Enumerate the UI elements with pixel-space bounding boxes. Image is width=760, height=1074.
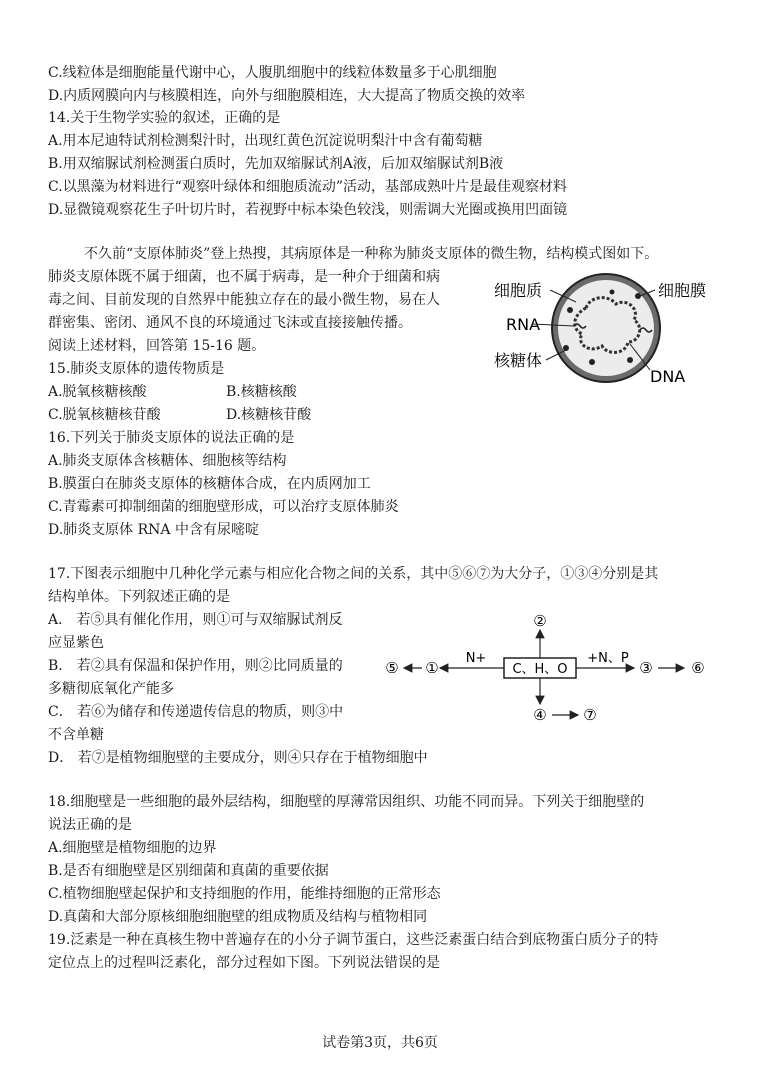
label-n-plus: N+	[465, 651, 487, 666]
q14-option-a: A.用本尼迪特试剂检测梨汁时，出现红黄色沉淀说明梨汁中含有葡萄糖	[48, 133, 483, 149]
q17-stem-line-1: 17.下图表示细胞中几种化学元素与相应化合物之间的关系，其中⑤⑥⑦为大分子，①③④分别是其	[48, 566, 659, 582]
passage-line-4: 群密集、密闭、通风不良的环境通过飞沫或直接接触传播。	[48, 315, 412, 331]
q17-stem-line-2: 结构单体。下列叙述正确的是	[48, 589, 230, 605]
element-compound-diagram	[380, 604, 720, 730]
q14-option-b: B.用双缩脲试剂检测蛋白质时，先加双缩脲试剂A液，后加双缩脲试剂B液	[48, 156, 504, 172]
q15-option-d: D.核糖核苷酸	[226, 407, 312, 423]
q16-option-b: B.膜蛋白在肺炎支原体的核糖体合成，在内质网加工	[48, 476, 371, 492]
node-7: ⑦	[583, 706, 597, 724]
q17-option-b-line-2: 多糖彻底氧化产能多	[48, 681, 174, 697]
label-dna: DNA	[650, 367, 686, 386]
ribosome-dot	[610, 290, 615, 295]
label-membrane: 细胞膜	[658, 281, 707, 300]
q18-stem-line-2: 说法正确的是	[48, 817, 132, 833]
q18-option-c: C.植物细胞壁起保护和支持细胞的作用，能维持细胞的正常形态	[48, 886, 441, 902]
q15-option-c: C.脱氧核糖核苷酸	[48, 407, 161, 423]
ribosome-dot	[589, 359, 595, 365]
passage-line-2: 肺炎支原体既不属于细菌，也不属于病毒，是一种介于细菌和病	[48, 269, 440, 285]
q16-option-d: D.肺炎支原体 RNA 中含有尿嘧啶	[48, 522, 259, 538]
label-ribosome: 核糖体	[494, 351, 543, 370]
q16-option-c: C.青霉素可抑制细菌的细胞壁形成，可以治疗支原体肺炎	[48, 499, 399, 515]
q18-option-b: B.是否有细胞壁是区别细菌和真菌的重要依据	[48, 863, 329, 879]
node-4: ④	[533, 706, 547, 724]
q18-option-d: D.真菌和大部分原核细胞细胞壁的组成物质及结构与植物相同	[48, 909, 428, 925]
label-rna: RNA	[506, 315, 541, 334]
q17-option-a-line-2: 应显紫色	[48, 635, 104, 651]
node-2: ②	[533, 612, 547, 630]
q13-option-d: D.内质网膜向内与核膜相连，向外与细胞膜相连，大大提高了物质交换的效率	[48, 88, 526, 104]
q17-option-d: D． 若⑦是植物细胞壁的主要成分，则④只存在于植物细胞中	[48, 750, 428, 766]
q17-option-c-line-2: 不含单糖	[48, 727, 104, 743]
node-1: ①	[425, 659, 439, 677]
q14-stem: 14.关于生物学实验的叙述，正确的是	[48, 110, 281, 126]
q15-option-a: A.脱氧核糖核酸	[48, 384, 147, 400]
ribosome-dot	[567, 307, 573, 313]
page-footer: 试卷第3页，共6页	[322, 1035, 438, 1051]
passage-line-3: 毒之间、目前发现的自然界中能独立存在的最小微生物，易在人	[48, 292, 440, 308]
passage-line-1: 不久前“支原体肺炎”登上热搜，其病原体是一种称为肺炎支原体的微生物，结构模式图如下。	[84, 246, 659, 262]
q17-option-c-line-1: C． 若⑥为储存和传递遗传信息的物质，则③中	[48, 704, 344, 720]
q16-option-a: A.肺炎支原体含核糖体、细胞核等结构	[48, 453, 287, 469]
node-3: ③	[639, 659, 653, 677]
node-5: ⑤	[385, 659, 399, 677]
mycoplasma-cell-diagram	[490, 268, 730, 386]
element-box-label: C、H、O	[512, 662, 568, 677]
q13-option-c: C.线粒体是细胞能量代谢中心，人腹肌细胞中的线粒体数量多于心肌细胞	[48, 65, 497, 81]
q17-option-b-line-1: B． 若②具有保温和保护作用，则②比同质量的	[48, 658, 343, 674]
q15-option-b: B.核糖核酸	[226, 384, 297, 400]
q14-option-d: D.显微镜观察花生子叶切片时，若视野中标本染色较浅，则需调大光圈或换用凹面镜	[48, 202, 568, 218]
q19-stem-line-1: 19.泛素是一种在真核生物中普遍存在的小分子调节蛋白，这些泛素蛋白结合到底物蛋白质分子的特	[48, 932, 659, 948]
q14-option-c: C.以黑藻为材料进行“观察叶绿体和细胞质流动”活动，基部成熟叶片是最佳观察材料	[48, 179, 567, 195]
q17-option-a-line-1: A． 若⑤具有催化作用，则①可与双缩脲试剂反	[48, 612, 343, 628]
q16-stem: 16.下列关于肺炎支原体的说法正确的是	[48, 430, 295, 446]
passage-line-5: 阅读上述材料，回答第 15-16 题。	[48, 338, 266, 354]
label-n-p: +N、P	[587, 651, 629, 666]
q18-option-a: A.细胞壁是植物细胞的边界	[48, 840, 217, 856]
q18-stem-line-1: 18.细胞壁是一些细胞的最外层结构，细胞壁的厚薄常因组织、功能不同而异。下列关于细胞壁的	[48, 794, 645, 810]
ribosome-dot	[627, 357, 633, 363]
q15-stem: 15.肺炎支原体的遗传物质是	[48, 361, 225, 377]
q19-stem-line-2: 定位点上的过程叫泛素化，部分过程如下图。下列说法错误的是	[48, 955, 440, 971]
node-6: ⑥	[691, 659, 705, 677]
label-cytoplasm: 细胞质	[494, 281, 543, 300]
